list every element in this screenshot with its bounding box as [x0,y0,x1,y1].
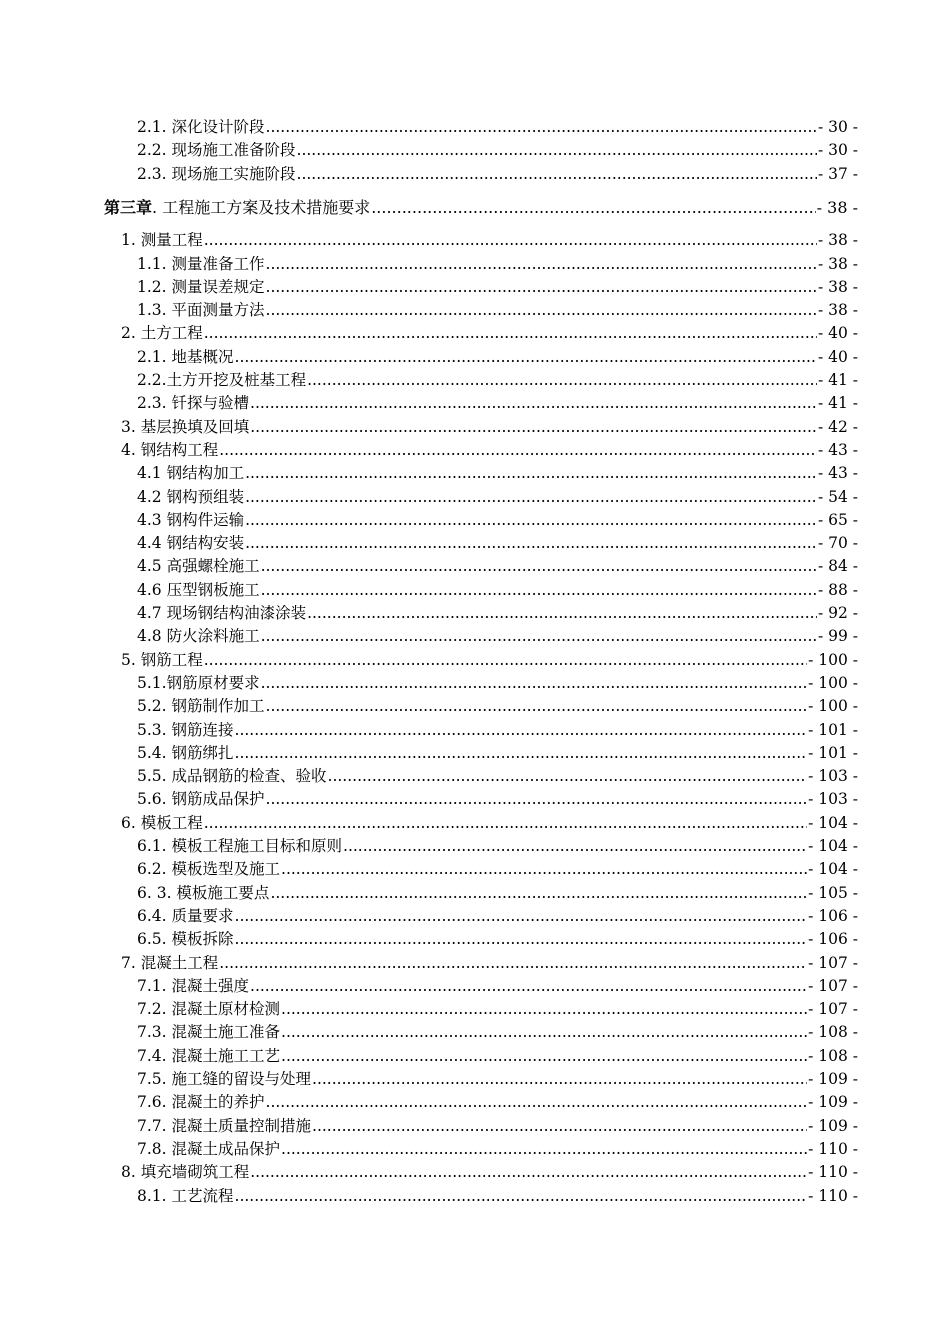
toc-entry[interactable] [137,1185,858,1208]
toc-entry-title: 2.3. 现场施工实施阶段 [137,164,296,183]
toc-page-number: - 41 - [817,371,858,389]
toc-page-number: - 110 - [808,1186,858,1205]
toc-page-number: - 30 - [817,118,858,136]
toc-page-number: - 101 - [808,743,858,762]
toc-entry-title: 4.2 钢构预组装 [137,487,245,506]
dot-leader [204,322,817,345]
toc-page-number: - 70 - [817,534,858,553]
toc-page-number: - 41 - [817,394,858,413]
toc-entry[interactable] [137,1068,858,1091]
toc-page-number: - 99 - [817,627,858,646]
toc-page-number: - 109 - [808,1093,858,1112]
dot-leader [250,975,807,998]
toc-entry-title: 6. 模板工程 [121,813,203,832]
toc-entry-title: 4.5 高强螺栓施工 [137,557,260,576]
toc-page-number: - 101 - [808,720,858,739]
toc-page-number: - 42 - [817,417,858,436]
dot-leader [312,1115,807,1138]
toc-entry[interactable] [121,952,858,975]
toc-entry[interactable] [137,858,858,881]
toc-page-number: - 38 - [817,254,858,273]
toc-page-number: - 38 - [817,301,858,320]
toc-entry-title [104,196,371,219]
toc-entry-title: 7. 混凝土工程 [121,953,219,972]
toc-page-number: - 103 - [808,767,858,786]
toc-page-number: - 88 - [817,580,858,599]
toc-entry-title: 6.5. 模板拆除 [137,930,234,949]
dot-leader [307,602,817,625]
toc-entry[interactable] [137,369,858,392]
toc-entry[interactable] [137,928,858,951]
dot-leader [266,116,817,139]
toc-entry-title: 4.8 防火涂料施工 [137,627,260,646]
toc-entry[interactable] [137,695,858,718]
toc-entry[interactable] [137,602,858,625]
dot-leader [281,998,807,1021]
toc-entry[interactable] [137,672,858,695]
dot-leader [204,649,807,672]
toc-entry-title: 1.1. 测量准备工作 [137,254,265,273]
toc-page-number: - 108 - [808,1046,858,1065]
toc-entry-title: 3. 基层换填及回填 [121,417,250,436]
toc-page-number: - 103 - [808,790,858,809]
toc-entry[interactable] [137,1045,858,1068]
dot-leader [245,532,817,555]
toc-entry-title: 8.1. 工艺流程 [137,1186,234,1205]
toc-entry[interactable] [121,649,858,672]
toc-entry[interactable] [137,905,858,928]
toc-page-number: - 107 - [808,976,858,995]
toc-entry[interactable] [137,116,858,139]
toc-page-number: - 106 - [808,906,858,925]
toc-entry-title: 6.2. 模板选型及施工 [137,860,281,879]
toc-page-number: - 106 - [808,930,858,949]
toc-page-number: - 54 - [817,487,858,506]
dot-leader [250,392,817,415]
dot-leader [245,509,817,532]
dot-leader [250,1161,807,1184]
toc-entry[interactable] [121,439,858,462]
toc-page-number: - 109 - [808,1116,858,1135]
dot-leader [266,1091,808,1114]
toc-entry-title: 5.2. 钢筋制作加工 [137,697,265,716]
toc-entry[interactable] [121,322,858,345]
toc-entry-title: 4.1 钢结构加工 [137,464,245,483]
toc-entry-title: 4.3 钢构件运输 [137,510,245,529]
dot-leader [266,276,817,299]
toc-entry-title: 8. 填充墙砌筑工程 [121,1163,250,1182]
dot-leader [204,229,817,252]
toc-entry-title: 7.5. 施工缝的留设与处理 [137,1070,312,1088]
dot-leader [343,835,807,858]
dot-leader [297,163,817,186]
toc-page-number: - 100 - [808,697,858,716]
dot-leader [297,139,817,162]
dot-leader [219,439,817,462]
toc-entry-title: 5.6. 钢筋成品保护 [137,790,265,809]
toc-page-number: - 108 - [808,1023,858,1042]
toc-entry[interactable] [121,812,858,835]
dot-leader [235,905,808,928]
toc-entry[interactable] [137,163,858,186]
toc-entry[interactable] [137,462,858,485]
toc-page-number: - 100 - [808,650,858,669]
toc-entry-title: 7.6. 混凝土的养护 [137,1093,265,1112]
dot-leader [266,253,817,276]
toc-entry[interactable] [121,416,858,439]
toc-entry[interactable] [137,1115,858,1138]
toc-entry-title: 2.2.土方开挖及桩基工程 [137,371,307,389]
toc-page-number: - 40 - [817,347,858,366]
toc-entry[interactable] [137,139,858,162]
toc-entry-title: 1. 测量工程 [121,231,203,250]
toc-entry[interactable] [137,1021,858,1044]
dot-leader [281,858,807,881]
toc-page-number: - 38 - [817,231,858,250]
toc-entry-title: 2.2. 现场施工准备阶段 [137,141,296,160]
chapter-title: . 工程施工方案及技术措施要求 [152,197,371,217]
toc-entry[interactable] [137,346,858,369]
toc-entry-title: 4. 钢结构工程 [121,440,219,459]
toc-entry[interactable] [137,486,858,509]
dot-leader [235,719,808,742]
toc-page-number: - 104 - [808,860,858,879]
toc-entry[interactable] [121,1161,858,1184]
toc-entry-title: 5.1.钢筋原材要求 [137,673,260,692]
toc-page-number: - 37 - [817,164,858,183]
toc-entry[interactable] [137,1091,858,1114]
toc-entry[interactable] [137,509,858,532]
toc-entry-title: 6. 3. 模板施工要点 [137,883,270,902]
toc-entry-title: 1.2. 测量误差规定 [137,277,265,296]
toc-entry-title: 7.1. 混凝土强度 [137,976,250,995]
toc-page-number: - 110 - [808,1139,858,1158]
toc-entry-title: 2.1. 地基概况 [137,347,234,366]
toc-page-number: - 43 - [817,440,858,459]
toc-page-number: - 104 - [808,837,858,855]
toc-page-number: - 105 - [808,883,858,902]
toc-page-number: - 30 - [817,141,858,160]
toc-entry-title: 7.4. 混凝土施工工艺 [137,1046,281,1065]
dot-leader [235,742,808,765]
toc-page-number: - 40 - [817,324,858,343]
dot-leader [261,555,817,578]
toc-entry[interactable] [137,742,858,765]
dot-leader [281,1045,807,1068]
toc-entry[interactable] [137,765,858,788]
toc-entry-title: 1.3. 平面测量方法 [137,301,265,320]
toc-entry[interactable] [137,253,858,276]
toc-entry[interactable] [137,625,858,648]
dot-leader [261,625,817,648]
toc-entry-title: 5. 钢筋工程 [121,650,203,669]
toc-entry-title: 6.1. 模板工程施工目标和原则 [137,837,343,855]
dot-leader [235,1185,808,1208]
dot-leader [245,486,817,509]
dot-leader [281,1138,807,1161]
toc-page-number: - 100 - [808,673,858,692]
toc-entry[interactable] [137,555,858,578]
toc-entry-title: 5.3. 钢筋连接 [137,720,234,739]
toc-page-number: - 110 - [808,1163,858,1182]
toc-entry[interactable] [137,276,858,299]
toc-entry-title: 4.4 钢结构安装 [137,534,245,553]
toc-entry[interactable] [137,299,858,322]
toc-entry-title: 2.3. 钎探与验槽 [137,394,250,413]
toc-page-number: - 107 - [808,953,858,972]
dot-leader [270,882,807,905]
dot-leader [266,695,808,718]
dot-leader [266,299,817,322]
toc-entry-title: 2. 土方工程 [121,324,203,343]
toc-page-number: - 92 - [817,604,858,622]
toc-entry[interactable] [137,835,858,858]
toc-entry-title: 5.4. 钢筋绑扎 [137,743,234,762]
toc-page-number: - 109 - [808,1070,858,1088]
toc-entry-title: 7.2. 混凝土原材检测 [137,1000,281,1019]
dot-leader [250,416,817,439]
toc-chapter-entry[interactable] [104,196,858,219]
dot-leader [328,765,808,788]
toc-page-number: - 65 - [817,510,858,529]
toc-entry[interactable] [121,229,858,252]
toc-page-number: - 84 - [817,557,858,576]
toc-entry[interactable] [137,392,858,415]
toc-entry[interactable] [137,532,858,555]
toc-entry[interactable] [137,788,858,811]
toc-entry-title: 4.6 压型钢板施工 [137,580,260,599]
toc-entry-title: 5.5. 成品钢筋的检查、验收 [137,767,327,786]
toc-entry-title: 7.7. 混凝土质量控制措施 [137,1116,312,1135]
toc-entry-title: 4.7 现场钢结构油漆涂装 [137,604,307,622]
chapter-number: 第三章 [104,197,153,217]
dot-leader [307,369,817,392]
toc-entry-title: 6.4. 质量要求 [137,906,234,925]
toc-entry-title: 2.1. 深化设计阶段 [137,118,265,136]
dot-leader [261,579,817,602]
dot-leader [204,812,807,835]
dot-leader [312,1068,807,1091]
toc-entry-title: 7.8. 混凝土成品保护 [137,1139,281,1158]
toc-entry[interactable] [137,719,858,742]
toc-entry[interactable] [137,998,858,1021]
toc-entry[interactable] [137,975,858,998]
dot-leader [371,196,815,219]
toc-entry[interactable] [137,882,858,905]
dot-leader [235,346,817,369]
dot-leader [266,788,808,811]
toc-page-number: - 38 - [816,197,858,217]
toc-page-number: - 104 - [808,813,858,832]
dot-leader [219,952,807,975]
dot-leader [281,1021,807,1044]
toc-page-number: - 38 - [817,277,858,296]
dot-leader [245,462,817,485]
toc-entry[interactable] [137,1138,858,1161]
toc-page-number: - 107 - [808,1000,858,1019]
toc-entry-title: 7.3. 混凝土施工准备 [137,1023,281,1042]
toc-entry[interactable] [137,579,858,602]
dot-leader [235,928,808,951]
dot-leader [261,672,808,695]
toc-page-number: - 43 - [817,464,858,483]
